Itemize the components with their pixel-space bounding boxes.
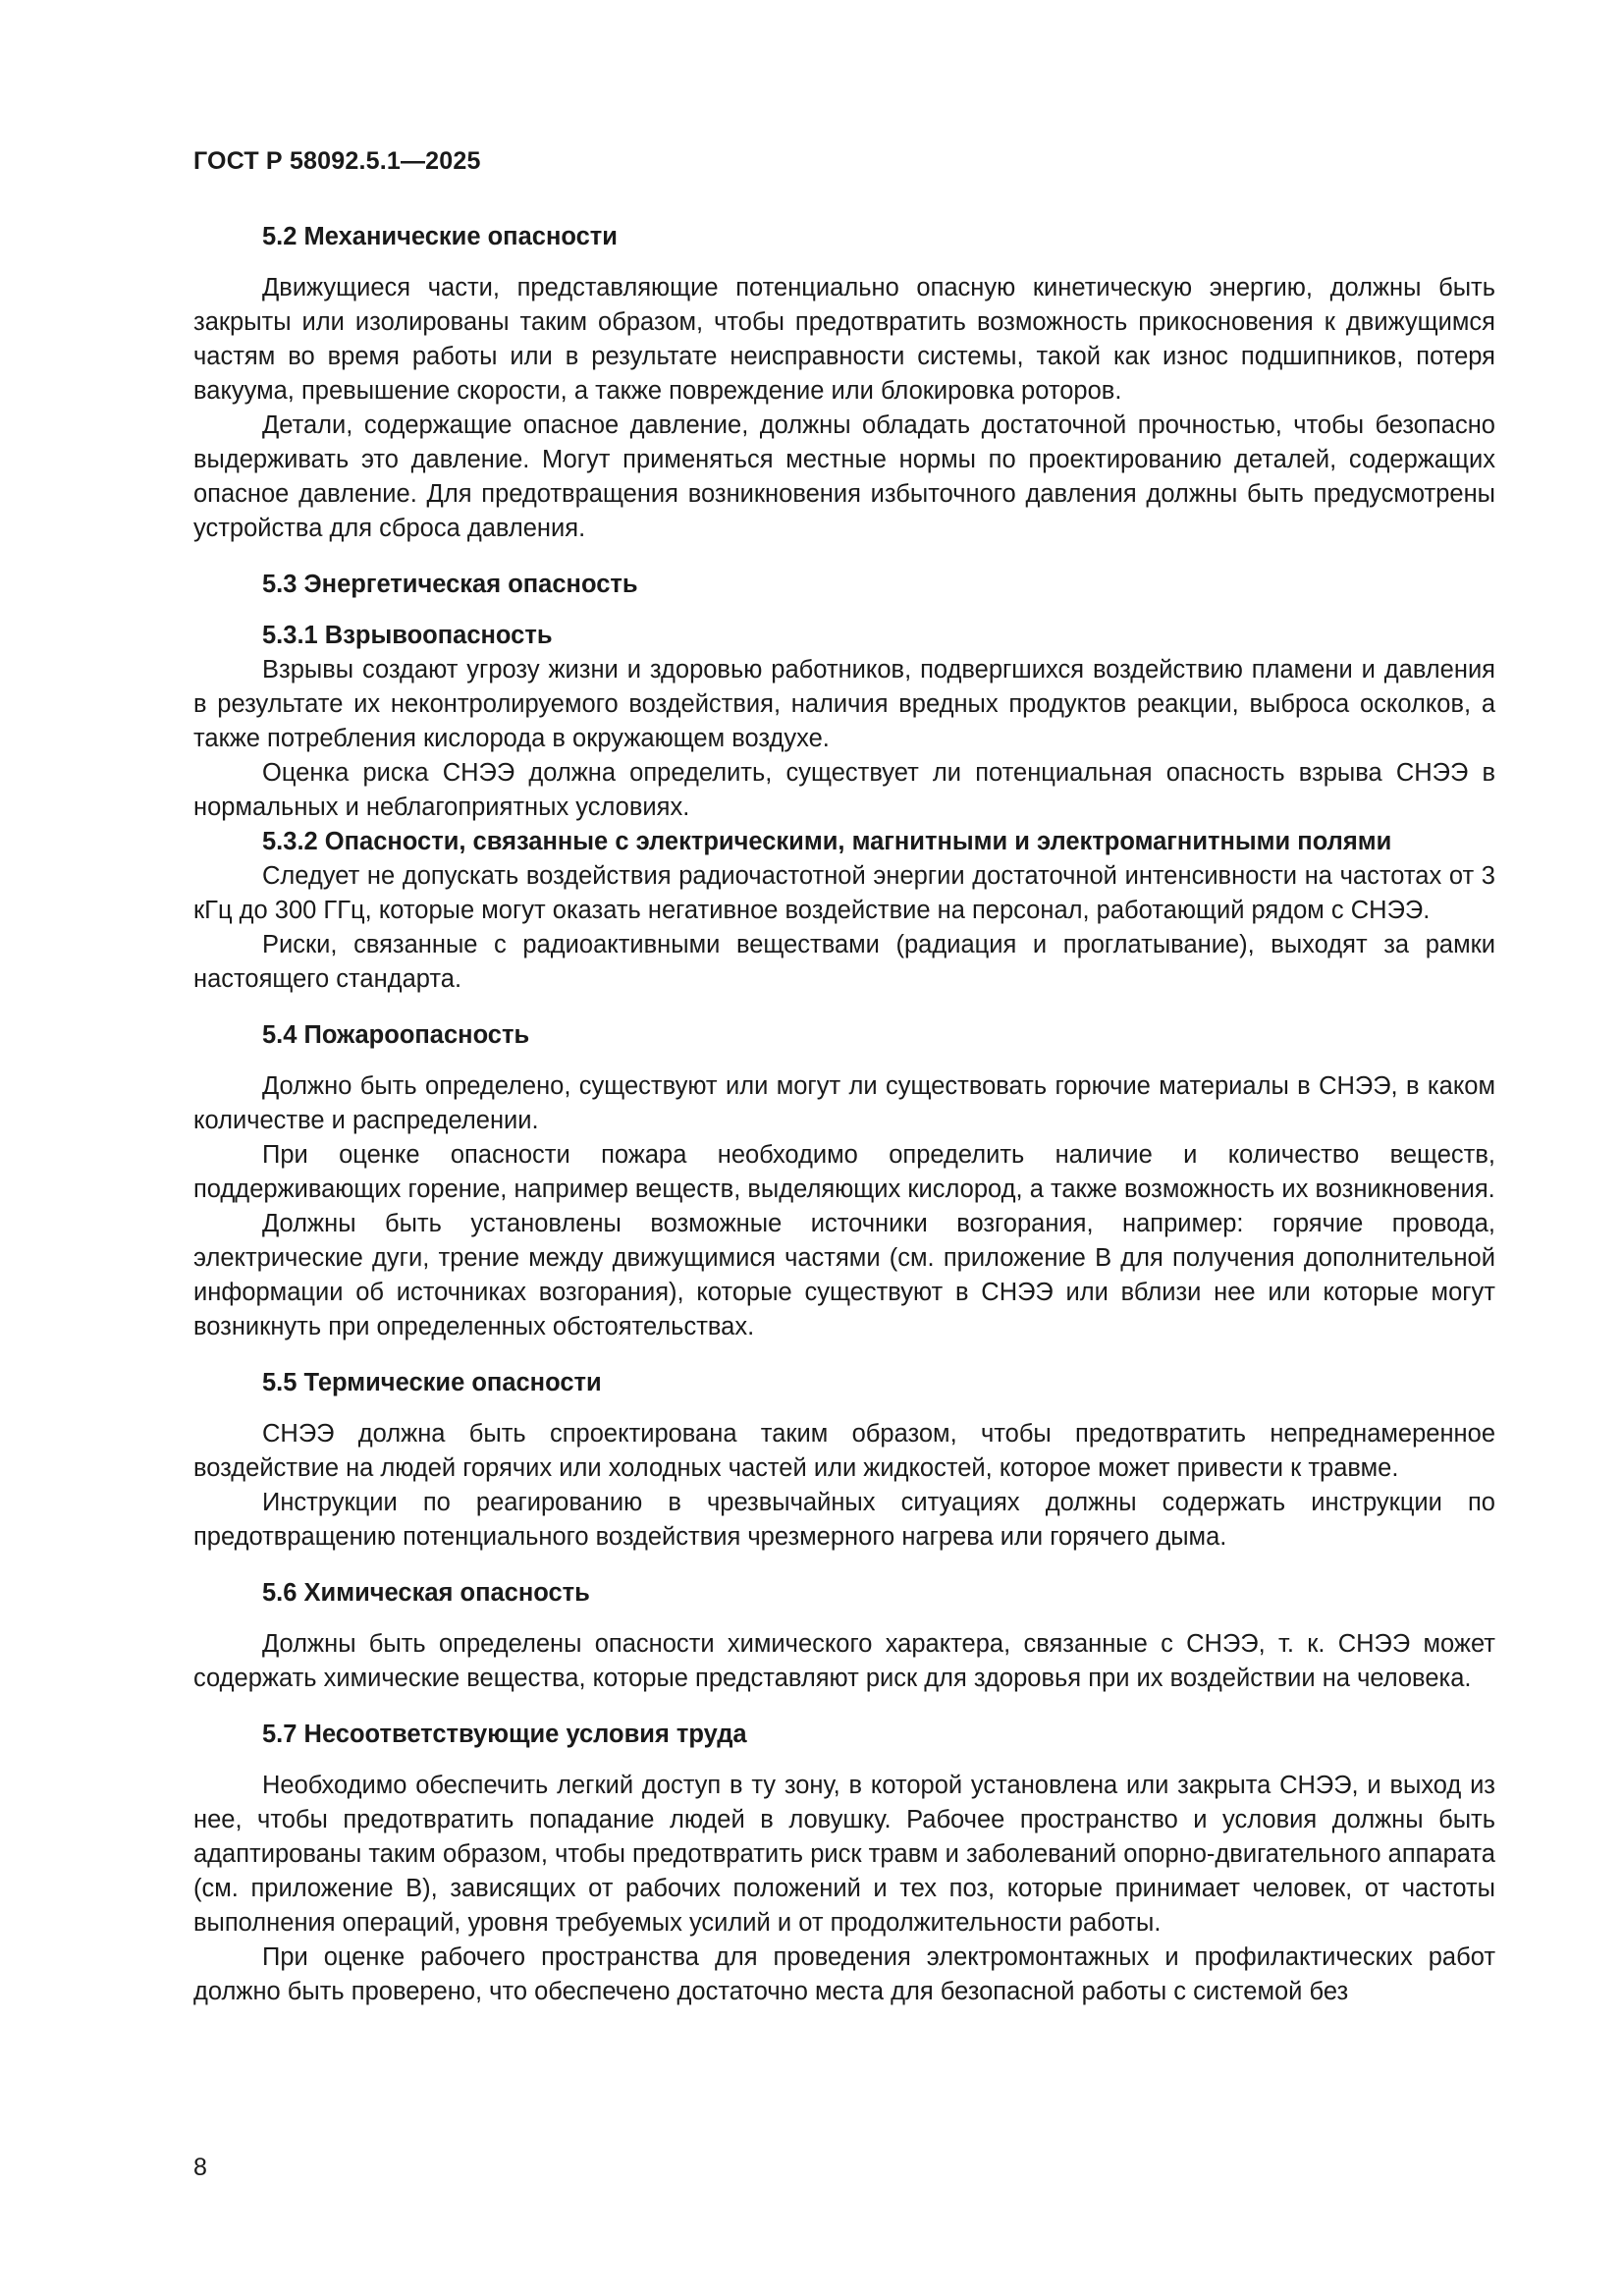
subsection-heading-5-3-2: 5.3.2 Опасности, связанные с электрическими, магнитными и электромагнитными полями [262, 828, 1392, 855]
page-number: 8 [193, 2154, 207, 2181]
paragraph: Инструкции по реагированию в чрезвычайных ситуациях должны содержать инструкции по предотвращению потенциального воздействия чрезмерного нагрева или горячего дыма. [193, 1489, 1495, 1551]
paragraph: При оценке опасности пожара необходимо определить наличие и количество веществ, поддерживающих горение, например веществ, выделяющих кислород, а также возможность их возникновения. [193, 1141, 1495, 1203]
paragraph: Должны быть установлены возможные источники возгорания, например: горячие провода, электрические дуги, трение между движущимися частями (см. приложение В для получения дополнительной информации об источниках возгорания), которые существуют в СНЭЭ или вблизи нее или которые могут возникнуть при определенных обстоятельствах. [193, 1210, 1495, 1340]
document-body [193, 220, 1495, 2009]
paragraph: При оценке рабочего пространства для проведения электромонтажных и профилактических работ должно быть проверено, что обеспечено достаточно места для безопасной работы с системой без [193, 1943, 1495, 2005]
paragraph: Детали, содержащие опасное давление, должны обладать достаточной прочностью, чтобы безопасно выдерживать это давление. Могут применяться местные нормы по проектированию деталей, содержащих опасное давление. Для предотвращения возникновения избыточного давления должны быть предусмотрены устройства для сброса давления. [193, 411, 1495, 542]
paragraph: Движущиеся части, представляющие потенциально опасную кинетическую энергию, должны быть закрыты или изолированы таким образом, чтобы предотвратить возможность прикосновения к движущимся частям во время работы или в результате неисправности системы, такой как износ подшипников, потеря вакуума, превышение скорости, а также повреждение или блокировка роторов. [193, 274, 1495, 405]
section-heading-5-2: 5.2 Механические опасности [262, 223, 618, 250]
section-heading-5-5: 5.5 Термические опасности [262, 1369, 602, 1396]
paragraph: Взрывы создают угрозу жизни и здоровью работников, подвергшихся воздействию пламени и давления в результате их неконтролируемого воздействия, наличия вредных продуктов реакции, выброса осколков, а также потребления кислорода в окружающем воздухе. [193, 656, 1495, 752]
paragraph: Необходимо обеспечить легкий доступ в ту зону, в которой установлена или закрыта СНЭЭ, и выход из нее, чтобы предотвратить попадание людей в ловушку. Рабочее пространство и условия должны быть адаптированы таким образом, чтобы предотвратить риск травм и заболеваний опорно-двигательного аппарата (см. приложение В), зависящих от рабочих положений и тех поз, которые принимает человек, от частоты выполнения операций, уровня требуемых усилий и от продолжительности работы. [193, 1772, 1495, 1937]
paragraph: Следует не допускать воздействия радиочастотной энергии достаточной интенсивности на частотах от 3 кГц до 300 ГГц, которые могут оказать негативное воздействие на персонал, работающий рядом с СНЭЭ. [193, 862, 1495, 924]
section-heading-5-3: 5.3 Энергетическая опасность [262, 571, 638, 598]
paragraph: Оценка риска СНЭЭ должна определить, существует ли потенциальная опасность взрыва СНЭЭ в нормальных и неблагоприятных условиях. [193, 759, 1495, 821]
section-heading-5-6: 5.6 Химическая опасность [262, 1579, 590, 1607]
subsection-heading-5-3-1: 5.3.1 Взрывоопасность [262, 622, 553, 649]
paragraph: Риски, связанные с радиоактивными веществами (радиация и проглатывание), выходят за рамки настоящего стандарта. [193, 931, 1495, 993]
paragraph: Должно быть определено, существуют или могут ли существовать горючие материалы в СНЭЭ, в каком количестве и распределении. [193, 1072, 1495, 1134]
section-heading-5-7: 5.7 Несоответствующие условия труда [262, 1721, 747, 1748]
document-header-standard-id: ГОСТ Р 58092.5.1—2025 [193, 147, 481, 175]
paragraph: СНЭЭ должна быть спроектирована таким образом, чтобы предотвратить непреднамеренное воздействие на людей горячих или холодных частей или жидкостей, которое может привести к травме. [193, 1420, 1495, 1482]
section-heading-5-4: 5.4 Пожароопасность [262, 1021, 530, 1049]
paragraph: Должны быть определены опасности химического характера, связанные с СНЭЭ, т. к. СНЭЭ может содержать химические вещества, которые представляют риск для здоровья при их воздействии на человека. [193, 1630, 1495, 1692]
